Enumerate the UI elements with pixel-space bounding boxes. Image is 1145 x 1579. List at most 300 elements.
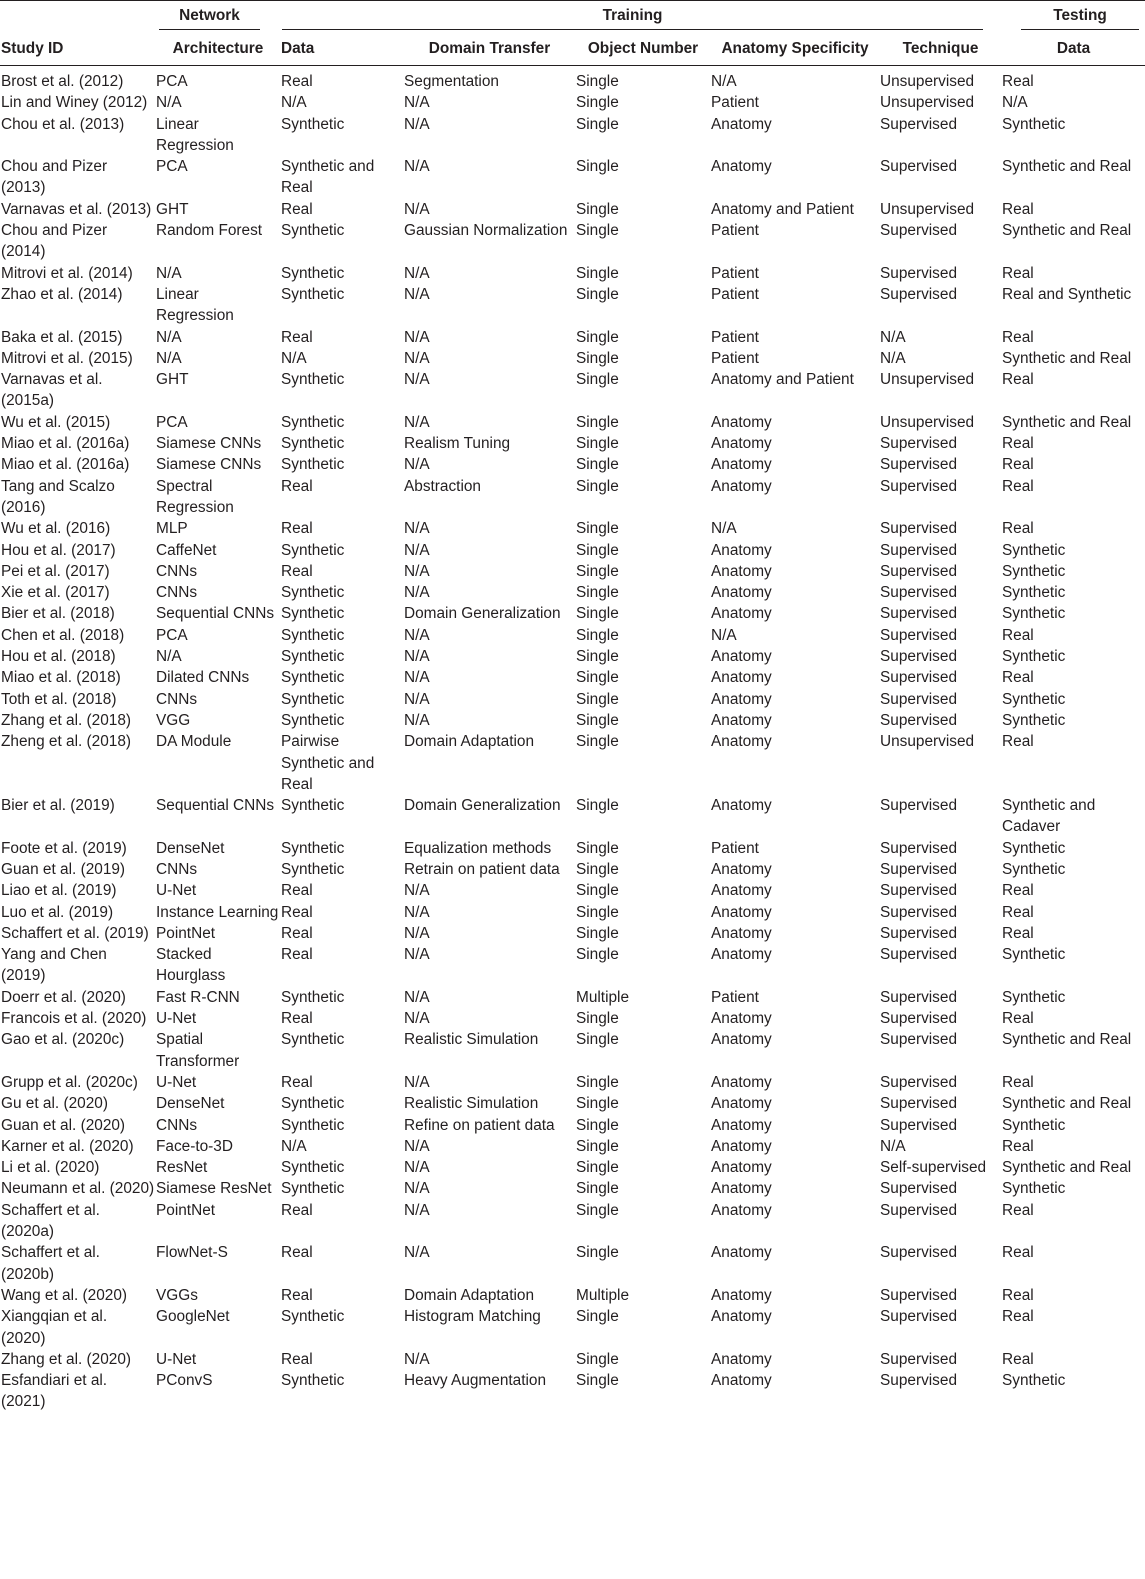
training-data-cell: Synthetic [281, 541, 345, 559]
anatomy-specificity-cell: Anatomy [711, 1073, 772, 1091]
training-data-cell: Real [281, 1010, 313, 1028]
training-data-cell: Synthetic [281, 626, 345, 644]
architecture-cell: CNNs [156, 1116, 198, 1134]
domain-transfer-cell: N/A [404, 520, 430, 538]
domain-transfer-cell: N/A [404, 882, 430, 900]
architecture-cell: VGG [156, 711, 191, 729]
column-header-anatomy-specificity: Anatomy Specificity [710, 34, 879, 66]
technique-cell: Unsupervised [880, 413, 975, 431]
testing-data-cell: Synthetic [1002, 562, 1066, 580]
group-header-network [155, 1, 280, 35]
training-data-cell: Real [281, 477, 313, 495]
anatomy-specificity-cell: Patient [711, 264, 759, 282]
table-row [0, 731, 1145, 795]
table-row [0, 1285, 1145, 1306]
anatomy-specificity-cell: Anatomy [711, 605, 772, 623]
domain-transfer-cell: N/A [404, 1201, 430, 1219]
architecture-cell: N/A [156, 264, 182, 282]
technique-cell: Supervised [880, 605, 957, 623]
architecture-cell: U-Net [156, 1350, 197, 1368]
study-id-cell: Hou et al. (2018) [1, 648, 116, 666]
column-header-row [0, 34, 1145, 66]
training-data-cell: Real [281, 520, 313, 538]
study-id-cell: Zheng et al. (2018) [1, 733, 132, 751]
architecture-cell: Dilated CNNs [156, 669, 250, 687]
anatomy-specificity-cell: Anatomy [711, 1350, 772, 1368]
study-id-cell: Li et al. (2020) [1, 1159, 100, 1177]
architecture-cell: PCA [156, 73, 188, 90]
anatomy-specificity-cell: Patient [711, 839, 759, 857]
object-number-cell: Single [576, 860, 619, 878]
architecture-cell: FlowNet-S [156, 1244, 228, 1262]
domain-transfer-cell: N/A [404, 115, 430, 133]
object-number-cell: Single [576, 349, 619, 367]
study-id-cell: Schaffert et al. (2019) [1, 924, 149, 942]
architecture-cell: PCA [156, 626, 188, 644]
table-row [0, 454, 1145, 475]
architecture-cell: VGGs [156, 1286, 198, 1304]
anatomy-specificity-cell: Anatomy and Patient [711, 371, 854, 389]
table-row [0, 263, 1145, 284]
table-row [0, 625, 1145, 646]
testing-data-cell: Real and Synthetic [1002, 285, 1132, 303]
testing-data-cell: Synthetic [1002, 584, 1066, 602]
object-number-cell: Single [576, 626, 619, 644]
testing-data-cell: Real [1002, 73, 1034, 90]
training-data-cell: Synthetic [281, 222, 345, 240]
anatomy-specificity-cell: Anatomy [711, 924, 772, 942]
table-row [0, 199, 1145, 220]
architecture-cell: N/A [156, 94, 182, 112]
testing-data-cell: Real [1002, 328, 1034, 346]
study-id-cell: Neumann et al. (2020) [1, 1180, 155, 1198]
object-number-cell: Single [576, 328, 619, 346]
anatomy-specificity-cell: Anatomy [711, 584, 772, 602]
object-number-cell: Single [576, 711, 619, 729]
object-number-cell: Single [576, 413, 619, 431]
technique-cell: Supervised [880, 158, 957, 176]
training-data-cell: Synthetic [281, 690, 345, 708]
anatomy-specificity-cell: Patient [711, 285, 759, 303]
table-body [0, 66, 1145, 1413]
anatomy-specificity-cell: Anatomy [711, 1137, 772, 1155]
column-header-test-data: Data [1001, 34, 1145, 66]
object-number-cell: Single [576, 73, 619, 90]
technique-cell: Supervised [880, 520, 957, 538]
testing-data-cell: Synthetic [1002, 648, 1066, 666]
anatomy-specificity-cell: Patient [711, 222, 759, 240]
technique-cell: Supervised [880, 222, 957, 240]
study-id-cell: Miao et al. (2018) [1, 669, 121, 687]
training-data-cell: Synthetic [281, 115, 345, 133]
domain-transfer-cell: Segmentation [404, 73, 499, 90]
study-id-cell: Esfandiari et al. (2021) [1, 1372, 108, 1411]
testing-data-cell: Real [1002, 1244, 1034, 1262]
anatomy-specificity-cell: Anatomy [711, 733, 772, 751]
testing-data-cell: Real [1002, 456, 1034, 474]
domain-transfer-cell: N/A [404, 1010, 430, 1028]
domain-transfer-cell: N/A [404, 413, 430, 431]
testing-data-cell: Synthetic and Real [1002, 158, 1132, 176]
technique-cell: Unsupervised [880, 94, 975, 112]
technique-cell: Supervised [880, 924, 957, 942]
architecture-cell: PointNet [156, 924, 216, 942]
architecture-cell: U-Net [156, 882, 197, 900]
object-number-cell: Single [576, 94, 619, 112]
object-number-cell: Single [576, 285, 619, 303]
column-header-domain-transfer: Domain Transfer [403, 34, 575, 66]
anatomy-specificity-cell: N/A [711, 626, 737, 644]
training-data-cell: Real [281, 1286, 313, 1304]
object-number-cell: Single [576, 371, 619, 389]
testing-data-cell: Real [1002, 882, 1034, 900]
training-data-cell: Synthetic [281, 711, 345, 729]
anatomy-specificity-cell: Anatomy [711, 456, 772, 474]
table-row [0, 944, 1145, 987]
anatomy-specificity-cell: Anatomy [711, 690, 772, 708]
technique-cell: Supervised [880, 1180, 957, 1198]
table-row [0, 795, 1145, 838]
domain-transfer-cell: N/A [404, 158, 430, 176]
table-header [0, 1, 1145, 66]
study-id-cell: Luo et al. (2019) [1, 903, 114, 921]
domain-transfer-cell: N/A [404, 328, 430, 346]
architecture-cell: Spectral Regression [156, 477, 234, 516]
table-row [0, 902, 1145, 923]
object-number-cell: Single [576, 158, 619, 176]
testing-data-cell: Synthetic and Real [1002, 222, 1132, 240]
study-id-cell: Zhang et al. (2018) [1, 711, 132, 729]
architecture-cell: N/A [156, 648, 182, 666]
object-number-cell: Single [576, 648, 619, 666]
study-id-cell: Varnavas et al. (2013) [1, 200, 152, 218]
object-number-cell: Single [576, 562, 619, 580]
anatomy-specificity-cell: Anatomy [711, 1372, 772, 1390]
table-row [0, 66, 1145, 93]
testing-data-cell: Synthetic and Real [1002, 1095, 1132, 1113]
training-data-cell: Real [281, 1244, 313, 1262]
table-row [0, 561, 1145, 582]
study-id-cell: Guan et al. (2019) [1, 860, 126, 878]
table-row [0, 689, 1145, 710]
object-number-cell: Single [576, 669, 619, 687]
object-number-cell: Single [576, 1201, 619, 1219]
anatomy-specificity-cell: Anatomy [711, 1286, 772, 1304]
architecture-cell: Stacked Hourglass [156, 946, 226, 985]
domain-transfer-cell: N/A [404, 711, 430, 729]
domain-transfer-cell: N/A [404, 200, 430, 218]
training-data-cell: Synthetic [281, 1180, 345, 1198]
training-data-cell: Synthetic [281, 584, 345, 602]
study-id-cell: Miao et al. (2016a) [1, 456, 130, 474]
study-id-cell: Hou et al. (2017) [1, 541, 116, 559]
domain-transfer-cell: N/A [404, 946, 430, 964]
study-id-cell: Chou et al. (2013) [1, 115, 125, 133]
architecture-cell: Linear Regression [156, 285, 234, 325]
training-data-cell: Synthetic [281, 605, 345, 623]
table-row [0, 1370, 1145, 1413]
architecture-cell: PConvS [156, 1372, 213, 1390]
technique-cell: Supervised [880, 1073, 957, 1091]
testing-data-cell: Real [1002, 1308, 1034, 1326]
table-row [0, 1200, 1145, 1243]
domain-transfer-cell: N/A [404, 371, 430, 389]
domain-transfer-cell: Abstraction [404, 477, 481, 495]
table-row [0, 348, 1145, 369]
training-data-cell: Real [281, 946, 313, 964]
group-header-empty [0, 1, 155, 35]
technique-cell: Supervised [880, 477, 957, 495]
training-data-cell: Real [281, 200, 313, 218]
study-id-cell: Chen et al. (2018) [1, 626, 125, 644]
architecture-cell: Siamese CNNs [156, 456, 262, 474]
domain-transfer-cell: N/A [404, 903, 430, 921]
anatomy-specificity-cell: Anatomy [711, 1095, 772, 1113]
object-number-cell: Single [576, 605, 619, 623]
object-number-cell: Single [576, 1372, 619, 1390]
anatomy-specificity-cell: Patient [711, 988, 759, 1006]
domain-transfer-cell: N/A [404, 690, 430, 708]
anatomy-specificity-cell: Patient [711, 94, 759, 112]
training-data-cell: Synthetic [281, 1116, 345, 1134]
architecture-cell: DenseNet [156, 1095, 225, 1113]
anatomy-specificity-cell: Anatomy [711, 669, 772, 687]
technique-cell: Unsupervised [880, 733, 975, 751]
testing-data-cell: Real [1002, 1201, 1034, 1219]
testing-data-cell: Real [1002, 733, 1034, 751]
training-data-cell: Synthetic [281, 413, 345, 431]
training-data-cell: Synthetic [281, 371, 345, 389]
study-id-cell: Karner et al. (2020) [1, 1137, 134, 1155]
technique-cell: Self-supervised [880, 1159, 987, 1177]
testing-data-cell: Synthetic and Real [1002, 1159, 1132, 1177]
technique-cell: Unsupervised [880, 371, 975, 389]
training-data-cell: Synthetic [281, 839, 345, 857]
object-number-cell: Single [576, 1308, 619, 1326]
testing-data-cell: Real [1002, 669, 1034, 687]
training-data-cell: Real [281, 73, 313, 90]
technique-cell: Supervised [880, 1372, 957, 1390]
group-header-testing [1001, 1, 1145, 35]
architecture-cell: PCA [156, 413, 188, 431]
object-number-cell: Single [576, 797, 619, 815]
anatomy-specificity-cell: Anatomy [711, 1116, 772, 1134]
object-number-cell: Single [576, 1031, 619, 1049]
testing-data-cell: Synthetic and Real [1002, 1031, 1132, 1049]
domain-transfer-cell: Domain Generalization [404, 605, 561, 623]
architecture-cell: Random Forest [156, 222, 263, 240]
anatomy-specificity-cell: Anatomy [711, 797, 772, 815]
object-number-cell: Single [576, 222, 619, 240]
technique-cell: Supervised [880, 946, 957, 964]
architecture-cell: U-Net [156, 1010, 197, 1028]
domain-transfer-cell: Gaussian Normalization [404, 222, 568, 240]
architecture-cell: Siamese CNNs [156, 435, 262, 453]
technique-cell: Unsupervised [880, 200, 975, 218]
object-number-cell: Single [576, 903, 619, 921]
object-number-cell: Single [576, 1116, 619, 1134]
training-data-cell: Synthetic [281, 1372, 345, 1390]
study-id-cell: Lin and Winey (2012) [1, 94, 148, 112]
architecture-cell: U-Net [156, 1073, 197, 1091]
study-id-cell: Schaffert et al. (2020b) [1, 1244, 100, 1283]
testing-data-cell: Real [1002, 924, 1034, 942]
architecture-cell: N/A [156, 349, 182, 367]
testing-data-cell: Real [1002, 903, 1034, 921]
study-id-cell: Miao et al. (2016a) [1, 435, 130, 453]
technique-cell: Supervised [880, 1286, 957, 1304]
anatomy-specificity-cell: N/A [711, 520, 737, 538]
table-row [0, 433, 1145, 454]
anatomy-specificity-cell: Anatomy [711, 413, 772, 431]
training-data-cell: Synthetic and Real [281, 158, 375, 197]
architecture-cell: ResNet [156, 1159, 208, 1177]
testing-data-cell: Synthetic [1002, 839, 1066, 857]
training-data-cell: Real [281, 562, 313, 580]
technique-cell: Supervised [880, 903, 957, 921]
domain-transfer-cell: Histogram Matching [404, 1308, 541, 1326]
technique-cell: Supervised [880, 435, 957, 453]
anatomy-specificity-cell: Patient [711, 349, 759, 367]
domain-transfer-cell: N/A [404, 584, 430, 602]
domain-transfer-cell: N/A [404, 648, 430, 666]
group-header-training [280, 1, 1001, 35]
architecture-cell: DA Module [156, 733, 232, 751]
object-number-cell: Single [576, 1244, 619, 1262]
anatomy-specificity-cell: Anatomy [711, 648, 772, 666]
technique-cell: Supervised [880, 115, 957, 133]
testing-data-cell: Real [1002, 1286, 1034, 1304]
technique-cell: Supervised [880, 285, 957, 303]
domain-transfer-cell: N/A [404, 541, 430, 559]
table-row [0, 1136, 1145, 1157]
anatomy-specificity-cell: N/A [711, 73, 737, 90]
training-data-cell: Synthetic [281, 860, 345, 878]
table-row [0, 710, 1145, 731]
domain-transfer-cell: N/A [404, 1137, 430, 1155]
object-number-cell: Single [576, 1180, 619, 1198]
anatomy-specificity-cell: Anatomy [711, 562, 772, 580]
testing-data-cell: Synthetic [1002, 1116, 1066, 1134]
object-number-cell: Single [576, 1350, 619, 1368]
table-row [0, 476, 1145, 519]
testing-data-cell: Synthetic [1002, 1372, 1066, 1390]
anatomy-specificity-cell: Anatomy [711, 1201, 772, 1219]
study-id-cell: Foote et al. (2019) [1, 839, 127, 857]
domain-transfer-cell: N/A [404, 669, 430, 687]
object-number-cell: Multiple [576, 1286, 630, 1304]
domain-transfer-cell: N/A [404, 94, 430, 112]
architecture-cell: Spatial Transformer [156, 1031, 240, 1070]
testing-data-cell: Synthetic [1002, 1180, 1066, 1198]
technique-cell: Supervised [880, 1308, 957, 1326]
group-label-testing: Testing [1021, 5, 1139, 29]
domain-transfer-cell: Domain Adaptation [404, 1286, 535, 1304]
architecture-cell: GoogleNet [156, 1308, 230, 1326]
technique-cell: Supervised [880, 1244, 957, 1262]
table-row [0, 412, 1145, 433]
table-row [0, 220, 1145, 263]
technique-cell: N/A [880, 349, 906, 367]
domain-transfer-cell: Realism Tuning [404, 435, 511, 453]
training-data-cell: Synthetic [281, 648, 345, 666]
testing-data-cell: Synthetic and Cadaver [1002, 797, 1096, 836]
training-data-cell: Pairwise Synthetic and Real [281, 733, 375, 793]
architecture-cell: Fast R-CNN [156, 988, 240, 1006]
object-number-cell: Single [576, 456, 619, 474]
training-data-cell: Synthetic [281, 797, 345, 815]
testing-data-cell: Real [1002, 520, 1034, 538]
object-number-cell: Single [576, 264, 619, 282]
training-data-cell: Synthetic [281, 1095, 345, 1113]
training-data-cell: Real [281, 903, 313, 921]
training-data-cell: Synthetic [281, 264, 345, 282]
anatomy-specificity-cell: Anatomy [711, 435, 772, 453]
study-id-cell: Wu et al. (2015) [1, 413, 111, 431]
technique-cell: N/A [880, 328, 906, 346]
testing-data-cell: Synthetic [1002, 860, 1066, 878]
architecture-cell: Linear Regression [156, 115, 234, 154]
architecture-cell: Sequential CNNs [156, 797, 275, 815]
domain-transfer-cell: N/A [404, 285, 430, 303]
technique-cell: Supervised [880, 797, 957, 815]
architecture-cell: GHT [156, 371, 189, 389]
anatomy-specificity-cell: Anatomy [711, 1180, 772, 1198]
study-id-cell: Gu et al. (2020) [1, 1095, 108, 1113]
study-id-cell: Gao et al. (2020c) [1, 1031, 125, 1049]
anatomy-specificity-cell: Patient [711, 328, 759, 346]
column-header-object-number: Object Number [575, 34, 710, 66]
domain-transfer-cell: N/A [404, 1244, 430, 1262]
training-data-cell: Synthetic [281, 1159, 345, 1177]
architecture-cell: DenseNet [156, 839, 225, 857]
testing-data-cell: Synthetic [1002, 115, 1066, 133]
table-row [0, 1178, 1145, 1199]
anatomy-specificity-cell: Anatomy [711, 1031, 772, 1049]
training-data-cell: Synthetic [281, 456, 345, 474]
architecture-cell: CNNs [156, 584, 198, 602]
study-id-cell: Baka et al. (2015) [1, 328, 123, 346]
architecture-cell: Instance Learning [156, 903, 279, 921]
domain-transfer-cell: N/A [404, 1159, 430, 1177]
object-number-cell: Single [576, 541, 619, 559]
table-row [0, 92, 1145, 113]
study-id-cell: Wu et al. (2016) [1, 520, 111, 538]
object-number-cell: Single [576, 733, 619, 751]
technique-cell: Supervised [880, 882, 957, 900]
technique-cell: Supervised [880, 264, 957, 282]
object-number-cell: Single [576, 1095, 619, 1113]
technique-cell: Supervised [880, 1095, 957, 1113]
anatomy-specificity-cell: Anatomy [711, 946, 772, 964]
study-id-cell: Xie et al. (2017) [1, 584, 110, 602]
domain-transfer-cell: N/A [404, 988, 430, 1006]
training-data-cell: Synthetic [281, 1031, 345, 1049]
testing-data-cell: Real [1002, 200, 1034, 218]
study-id-cell: Varnavas et al. (2015a) [1, 371, 103, 410]
study-id-cell: Guan et al. (2020) [1, 1116, 126, 1134]
training-data-cell: Real [281, 328, 313, 346]
object-number-cell: Single [576, 1073, 619, 1091]
technique-cell: Supervised [880, 669, 957, 687]
technique-cell: Unsupervised [880, 73, 975, 90]
technique-cell: Supervised [880, 626, 957, 644]
training-data-cell: Synthetic [281, 285, 345, 303]
testing-data-cell: Real [1002, 435, 1034, 453]
study-id-cell: Chou and Pizer (2013) [1, 158, 108, 197]
column-header-study-id: Study ID [0, 34, 155, 66]
domain-transfer-cell: Heavy Augmentation [404, 1372, 547, 1390]
